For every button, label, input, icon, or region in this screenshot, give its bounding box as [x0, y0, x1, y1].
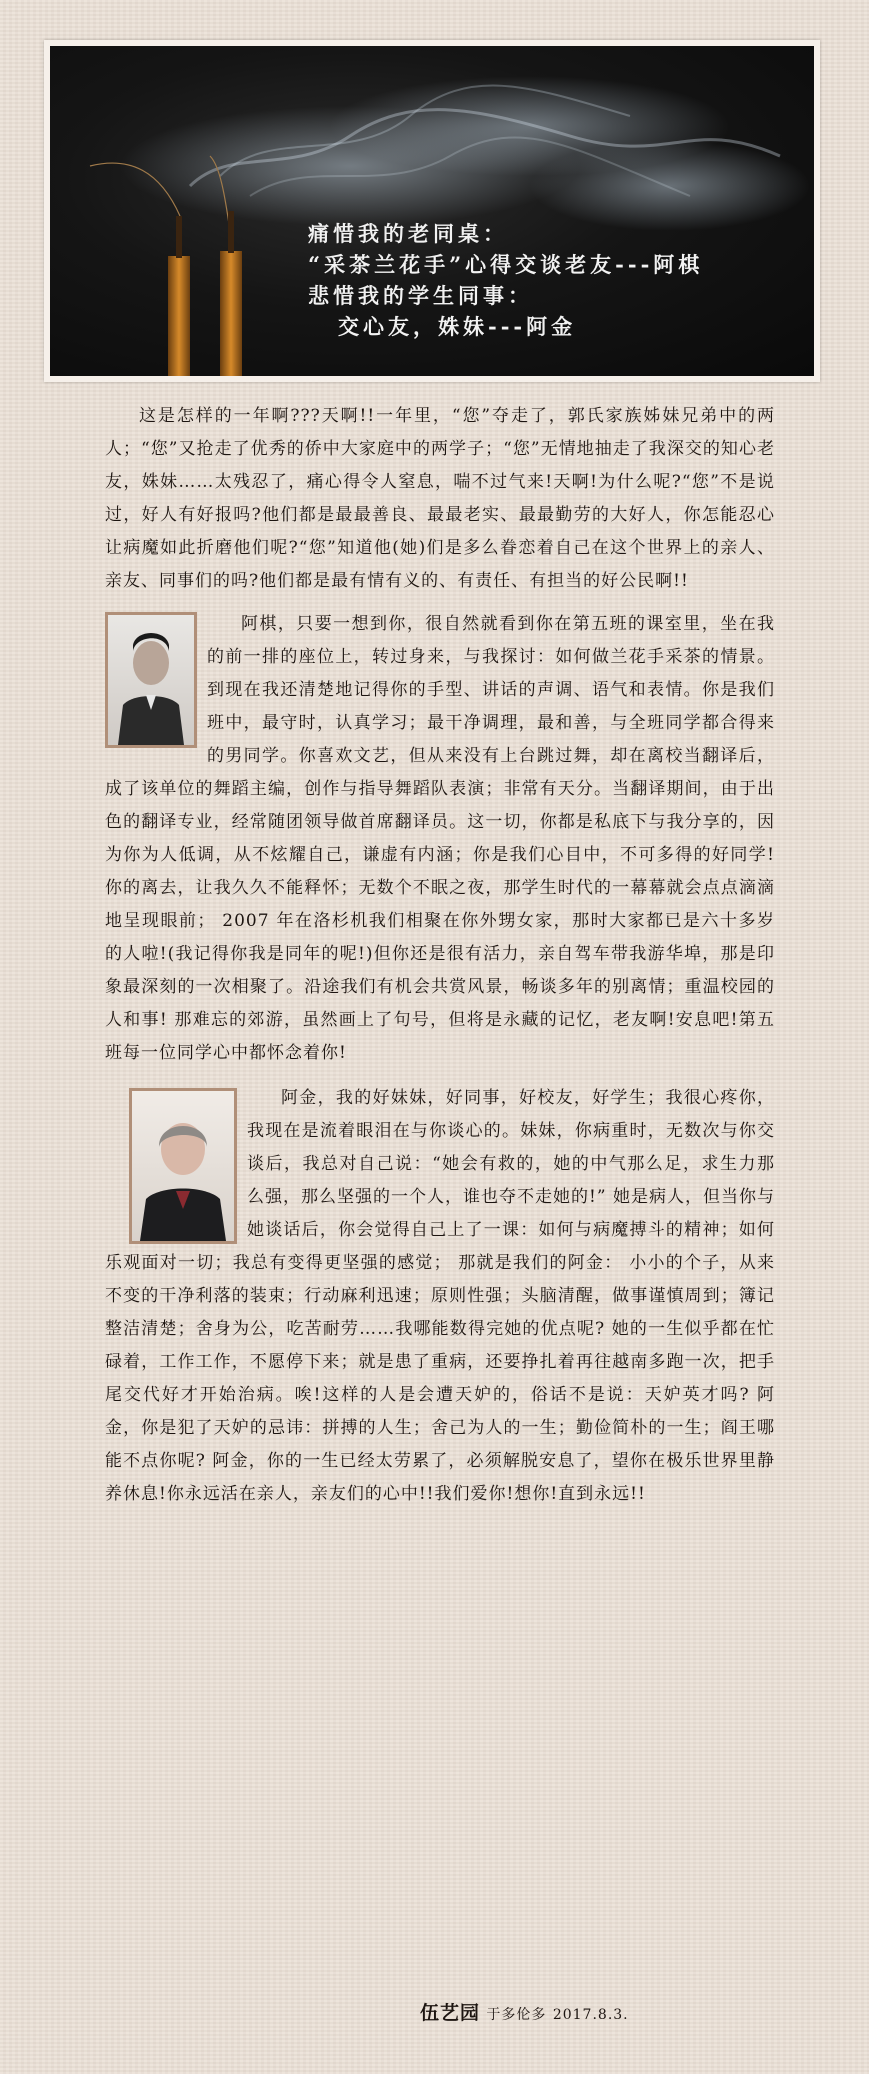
signature-place: 于多伦多: [486, 2007, 547, 2023]
signature: [420, 1998, 629, 2025]
article-body: [105, 400, 775, 1511]
signature-date: 2017.8.3.: [552, 2007, 629, 2023]
paragraph-ajin: 阿金，我的好妹妹，好同事，好校友，好学生；我很心疼你，我现在是流着眼泪在与你谈心的。妹妹，你病重时，无数次与你交谈后，我总对自己说：“她会有救的，她的中气那么足，求生力那么强，那么坚强的一个人，谁也夺不走她的!” 她是病人，但当你与她谈话后，你会觉得自己上了一课：如何与病魔搏斗的精神；如何乐观面对一切；我总有变得更坚强的感觉； 那就是我们的阿金： 小小的个子，从来不变的干净利落的装束；行动麻利迅速；原则性强；头脑清醒，做事谨慎周到；簿记整洁清楚；舍身为公，吃苦耐劳……我哪能数得完她的优点呢? 她的一生似乎都在忙碌着，工作工作，不愿停下来；就是患了重病，还要挣扎着再往越南多跑一次，把手尾交代好才开始治病。唉!这样的人是会遭天妒的，俗话不是说：天妒英才吗? 阿金，你是犯了天妒的忌讳：拼搏的人生；舍己为人的一生；勤俭简朴的一生；阎王哪能不点你呢? 阿金，你的一生已经太劳累了，必须解脱安息了，望你在极乐世界里静养休息!你永远活在亲人，亲友们的心中!!我们爱你!想你!直到永远!!: [105, 1088, 775, 1504]
banner-image: [50, 46, 814, 376]
banner-text: [308, 218, 703, 342]
banner-line-1: 痛惜我的老同桌：: [308, 221, 508, 246]
banner-line-4: 交心友，姝妹---阿金: [338, 314, 577, 339]
signature-name: 伍艺园: [420, 2002, 481, 2024]
banner-line-3: 悲惜我的学生同事：: [308, 283, 533, 308]
portrait-photo-ajin: [129, 1088, 237, 1244]
portrait-photo-aqi: [105, 612, 197, 748]
banner-line-2: “采茶兰花手”心得交谈老友---阿棋: [308, 252, 704, 277]
paragraph-aqi: 阿棋，只要一想到你，很自然就看到你在第五班的课室里，坐在我的前一排的座位上，转过身来，与我探讨：如何做兰花手采茶的情景。到现在我还清楚地记得你的手型、讲话的声调、语气和表情。你是我们班中，最守时，认真学习；最干净调理，最和善，与全班同学都合得来的男同学。你喜欢文艺，但从来没有上台跳过舞，却在离校当翻译后，成了该单位的舞蹈主编，创作与指导舞蹈队表演；非常有天分。当翻译期间，由于出色的翻译专业，经常随团领导做首席翻译员。这一切，你都是私底下与我分享的，因为你为人低调，从不炫耀自己，谦虚有内涵；你是我们心目中，不可多得的好同学!你的离去，让我久久不能释怀；无数个不眠之夜，那学生时代的一幕幕就会点点滴滴地呈现眼前； 2007 年在洛杉机我们相聚在你外甥女家，那时大家都已是六十多岁的人啦!(我记得你我是同年的呢!)但你还是很有活力，亲自驾车带我游华埠，那是印象最深刻的一次相聚了。沿途我们有机会共赏风景，畅谈多年的别离情；重温校园的人和事! 那难忘的郊游，虽然画上了句号，但将是永藏的记忆，老友啊!安息吧!第五班每一位同学心中都怀念着你!: [105, 614, 775, 1063]
paragraph-intro: 这是怎样的一年啊???天啊!!一年里，“您”夺走了，郭氏家族姊妹兄弟中的两人；“您”又抢走了优秀的侨中大家庭中的两学子；“您”无情地抽走了我深交的知心老友，姝妹……太残忍了，痛心得令人窒息，喘不过气来!天啊!为什么呢?“您”不是说过，好人有好报吗?他们都是最最善良、最最老实、最最勤劳的大好人，你怎能忍心让病魔如此折磨他们呢?“您”知道他(她)们是多么眷恋着自己在这个世界上的亲人、亲友、同事们的吗?他们都是最有情有义的、有责任、有担当的好公民啊!!: [105, 406, 775, 591]
